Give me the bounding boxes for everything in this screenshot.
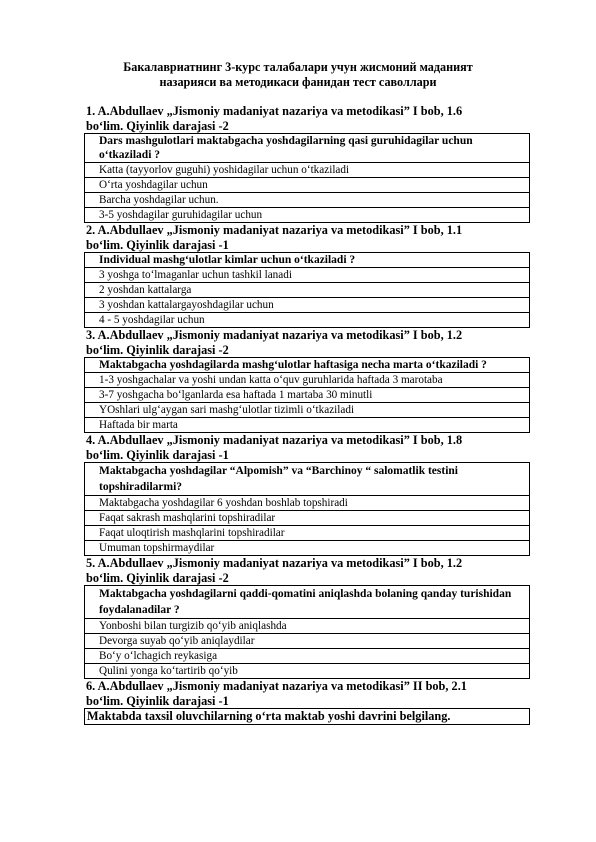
answer-option: Umuman topshirmaydilar <box>85 540 529 555</box>
answer-option: 3 yoshdan kattalargayoshdagilar uchun <box>85 297 529 312</box>
answer-option: O‘rta yoshdagilar uchun <box>85 177 529 192</box>
answer-option: Haftada bir marta <box>85 417 529 432</box>
answer-option: 2 yoshdan kattalarga <box>85 282 529 297</box>
question-heading: 5. A.Abdullaev „Jismoniy madaniyat nazariya va metodikasi” I bob, 1.2 bo‘lim. Qiyinlik darajasi -2 <box>86 556 463 585</box>
answer-option: 4 - 5 yoshdagilar uchun <box>85 312 529 327</box>
question-table <box>84 252 530 328</box>
question-text: Individual mashg‘ulotlar kimlar uchun o‘tkaziladi ? <box>99 254 356 266</box>
question-text: Maktabda taxsil oluvchilarning o‘rta maktab yoshi davrini belgilang. <box>84 708 530 725</box>
answer-option: 3 yoshga to‘lmaganlar uchun tashkil lanadi <box>85 267 529 282</box>
question-block-5 <box>84 556 530 679</box>
answer-option: Devorga suyab qo‘yib aniqlaydilar <box>85 633 529 648</box>
question-heading: 1. A.Abdullaev „Jismoniy madaniyat nazariya va metodikasi” I bob, 1.6 bo‘lim. Qiyinlik darajasi -2 <box>86 104 463 133</box>
question-heading: 6. A.Abdullaev „Jismoniy madaniyat nazariya va metodikasi” II bob, 2.1 bo‘lim. Qiyinlik darajasi -1 <box>86 679 467 708</box>
question-table <box>84 357 530 433</box>
question-text: Maktabgacha yoshdagilar “Alpomish” va “Barchinoy “ salomatlik testini topshiradilarmi? <box>99 465 458 493</box>
question-block-2 <box>84 223 530 328</box>
title-line-2: назарияси ва методикаси фанидан тест саволлари <box>159 75 437 89</box>
answer-option: Barcha yoshdagilar uchun. <box>85 192 529 207</box>
question-block-6 <box>84 679 530 725</box>
question-table <box>84 133 530 223</box>
answer-option: Katta (tayyorlov guguhi) yoshidagilar uchun o‘tkaziladi <box>85 162 529 177</box>
document-title <box>0 60 596 90</box>
answer-option: Faqat sakrash mashqlarini topshiradilar <box>85 510 529 525</box>
question-table <box>84 585 530 679</box>
answer-option: 3-7 yoshgacha bo‘lganlarda esa haftada 1 martaba 30 minutli <box>85 387 529 402</box>
answer-option: Faqat uloqtirish mashqlarini topshiradilar <box>85 525 529 540</box>
answer-option: 3-5 yoshdagilar guruhidagilar uchun <box>85 207 529 222</box>
question-heading: 3. A.Abdullaev „Jismoniy madaniyat nazariya va metodikasi” I bob, 1.2 bo‘lim. Qiyinlik darajasi -2 <box>86 328 463 357</box>
title-line-1: Бакалавриатнинг 3-курс талабалари учун жисмоний маданият <box>123 60 473 74</box>
question-text: Dars mashgulotlari maktabgacha yoshdagilarning qasi guruhidagilar uchun o‘tkaziladi ? <box>99 135 473 161</box>
answer-option: Maktabgacha yoshdagilar 6 yoshdan boshlab topshiradi <box>85 495 529 510</box>
question-table <box>84 462 530 556</box>
answer-option: 1-3 yoshgachalar va yoshi undan katta o‘quv guruhlarida haftada 3 marotaba <box>85 372 529 387</box>
answer-option: YOshlari ulg‘aygan sari mashg‘ulotlar tizimli o‘tkaziladi <box>85 402 529 417</box>
question-text: Maktabgacha yoshdagilarda mashg‘ulotlar haftasiga necha marta o‘tkaziladi ? <box>99 359 487 371</box>
question-text: Maktabgacha yoshdagilarni qaddi-qomatini aniqlashda bolaning qanday turishidan foydalanadilar ? <box>99 588 512 616</box>
answer-option: Bo‘y o‘lchagich reykasiga <box>85 648 529 663</box>
question-block-4 <box>84 433 530 556</box>
question-heading: 2. A.Abdullaev „Jismoniy madaniyat nazariya va metodikasi” I bob, 1.1 bo‘lim. Qiyinlik darajasi -1 <box>86 223 463 252</box>
question-block-1 <box>84 104 530 223</box>
answer-option: Qulini yonga ko‘tartirib qo‘yib <box>85 663 529 678</box>
question-block-3 <box>84 328 530 433</box>
question-heading: 4. A.Abdullaev „Jismoniy madaniyat nazariya va metodikasi” I bob, 1.8 bo‘lim. Qiyinlik darajasi -1 <box>86 433 463 462</box>
answer-option: Yonboshi bilan turgizib qo‘yib aniqlashda <box>85 618 529 633</box>
questions-list <box>84 104 530 725</box>
